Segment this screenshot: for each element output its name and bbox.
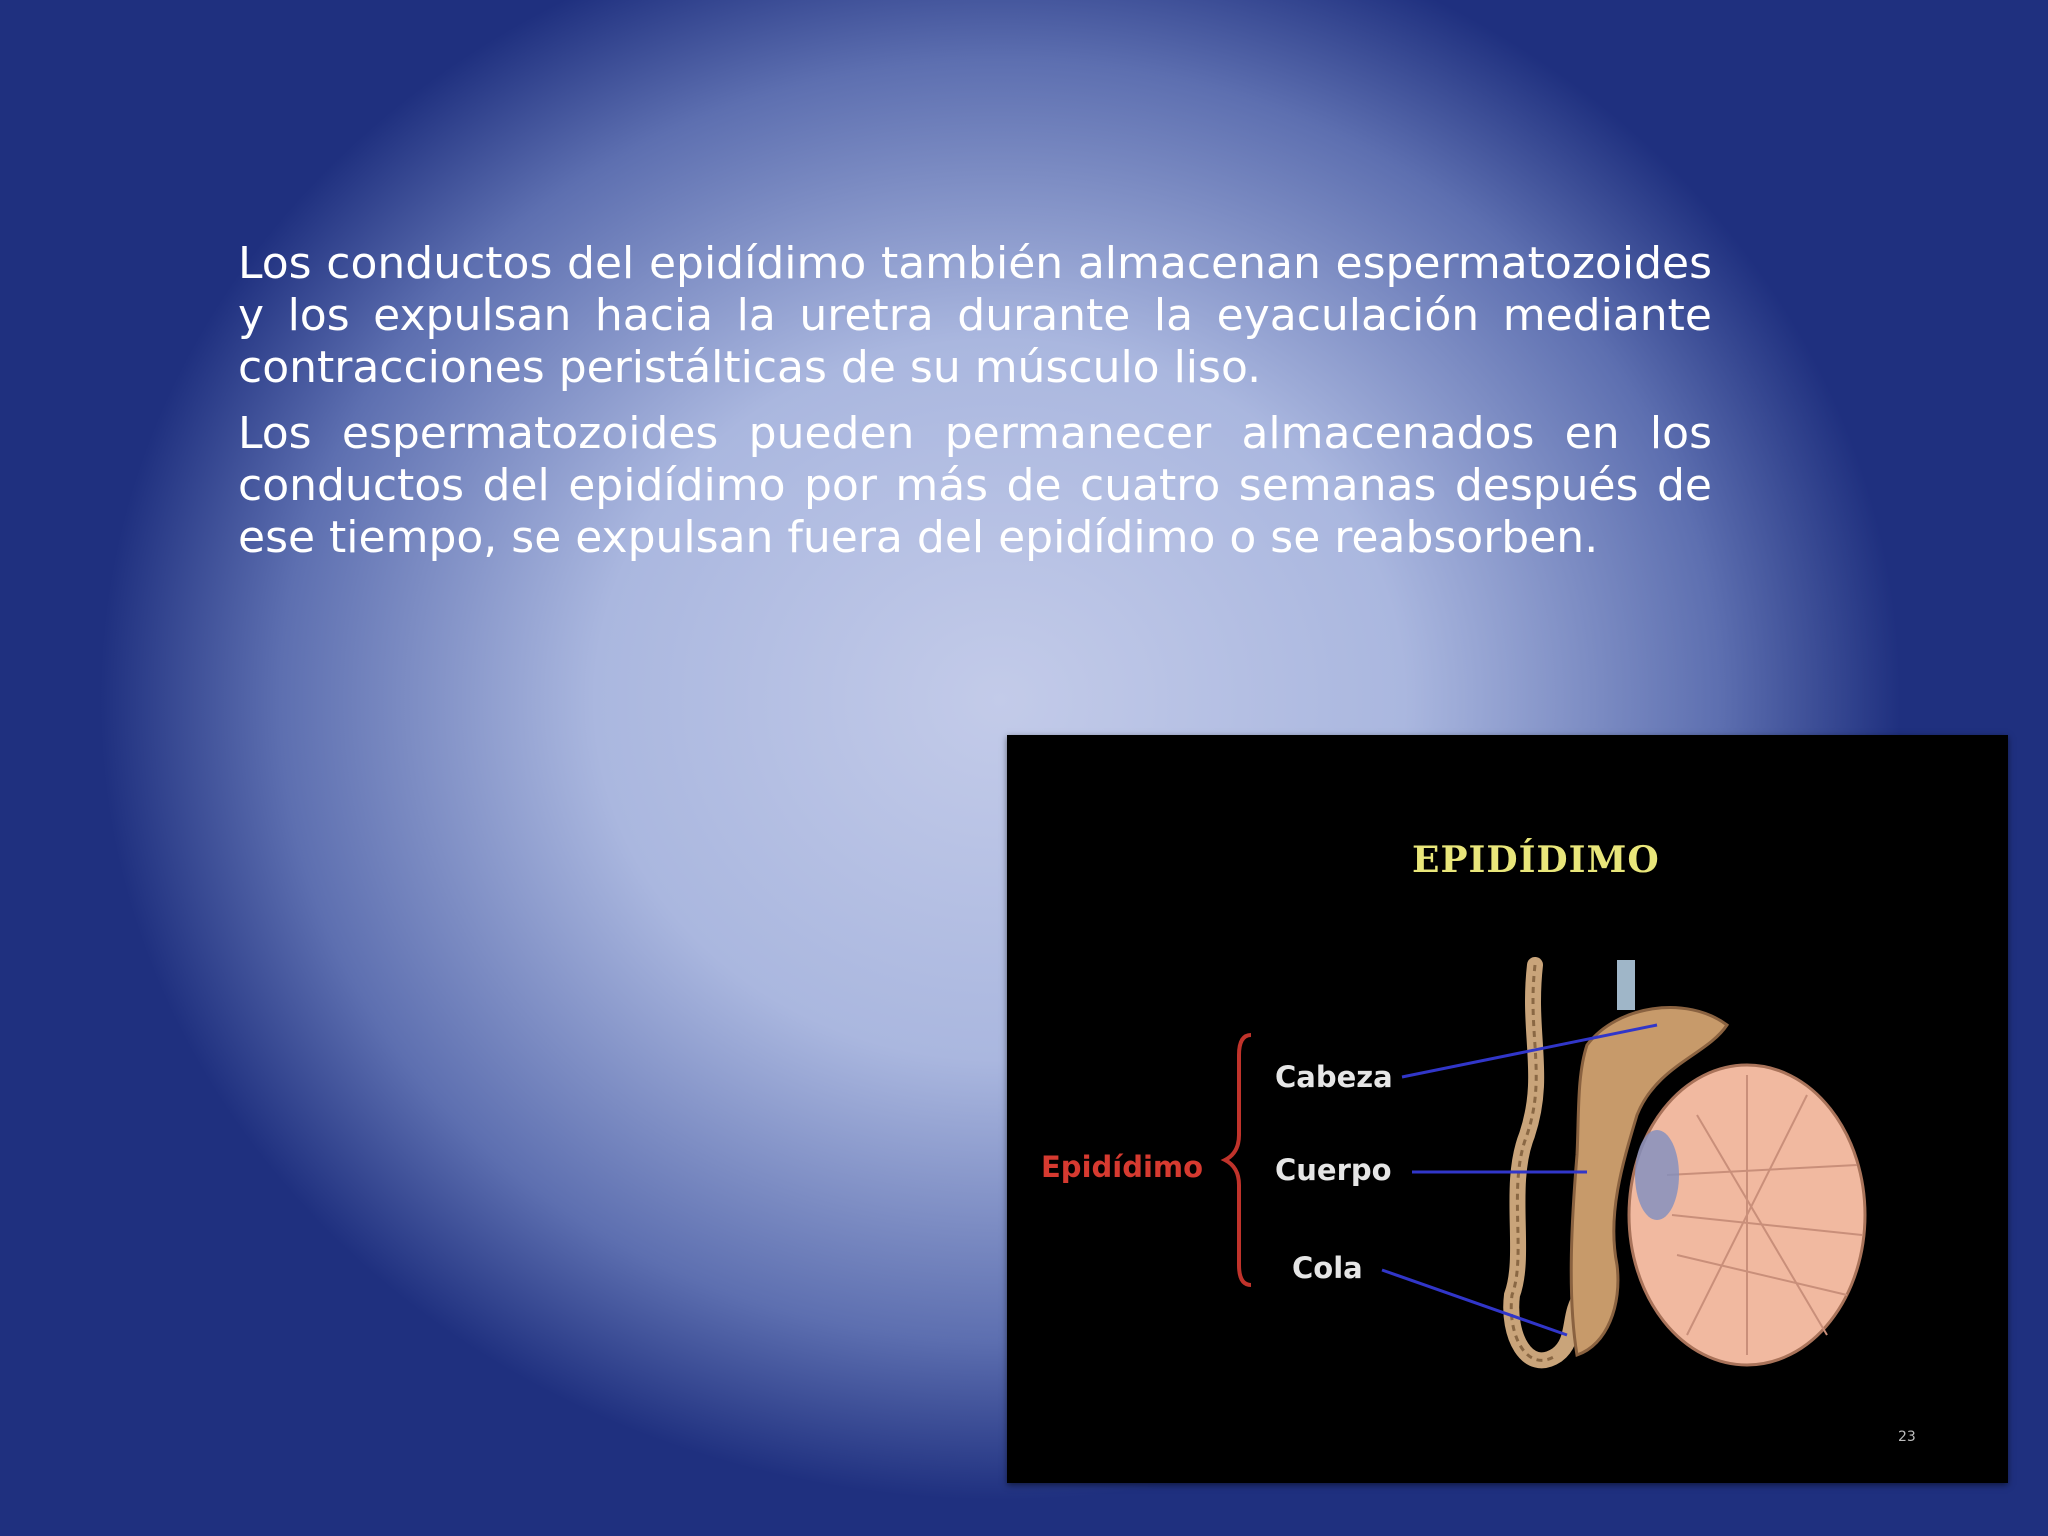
figure-title: EPIDÍDIMO (1412, 839, 1660, 881)
figure-page-number: 23 (1898, 1429, 1916, 1445)
label-cuerpo: Cuerpo (1275, 1153, 1392, 1187)
pointer-tail (1382, 1270, 1567, 1335)
spermatic-cord (1617, 960, 1635, 1010)
label-cola: Cola (1292, 1251, 1363, 1285)
bracket (1225, 1035, 1251, 1285)
paragraph-2: Los espermatozoides pueden permanecer almacenados en los conductos del epidídimo por más de cuatro semanas después de ese tiempo, se expulsan fuera del epidídimo o se reabsorben. (238, 408, 1712, 563)
figure-group-label: Epidídimo (1041, 1150, 1204, 1184)
label-cabeza: Cabeza (1275, 1060, 1393, 1094)
epididymis-figure (1007, 735, 2008, 1483)
slide-text (238, 238, 1712, 578)
paragraph-1: Los conductos del epidídimo también almacenan espermatozoides y los expulsan hacia la uretra durante la eyaculación mediante contracciones peristálticas de su músculo liso. (238, 238, 1712, 393)
